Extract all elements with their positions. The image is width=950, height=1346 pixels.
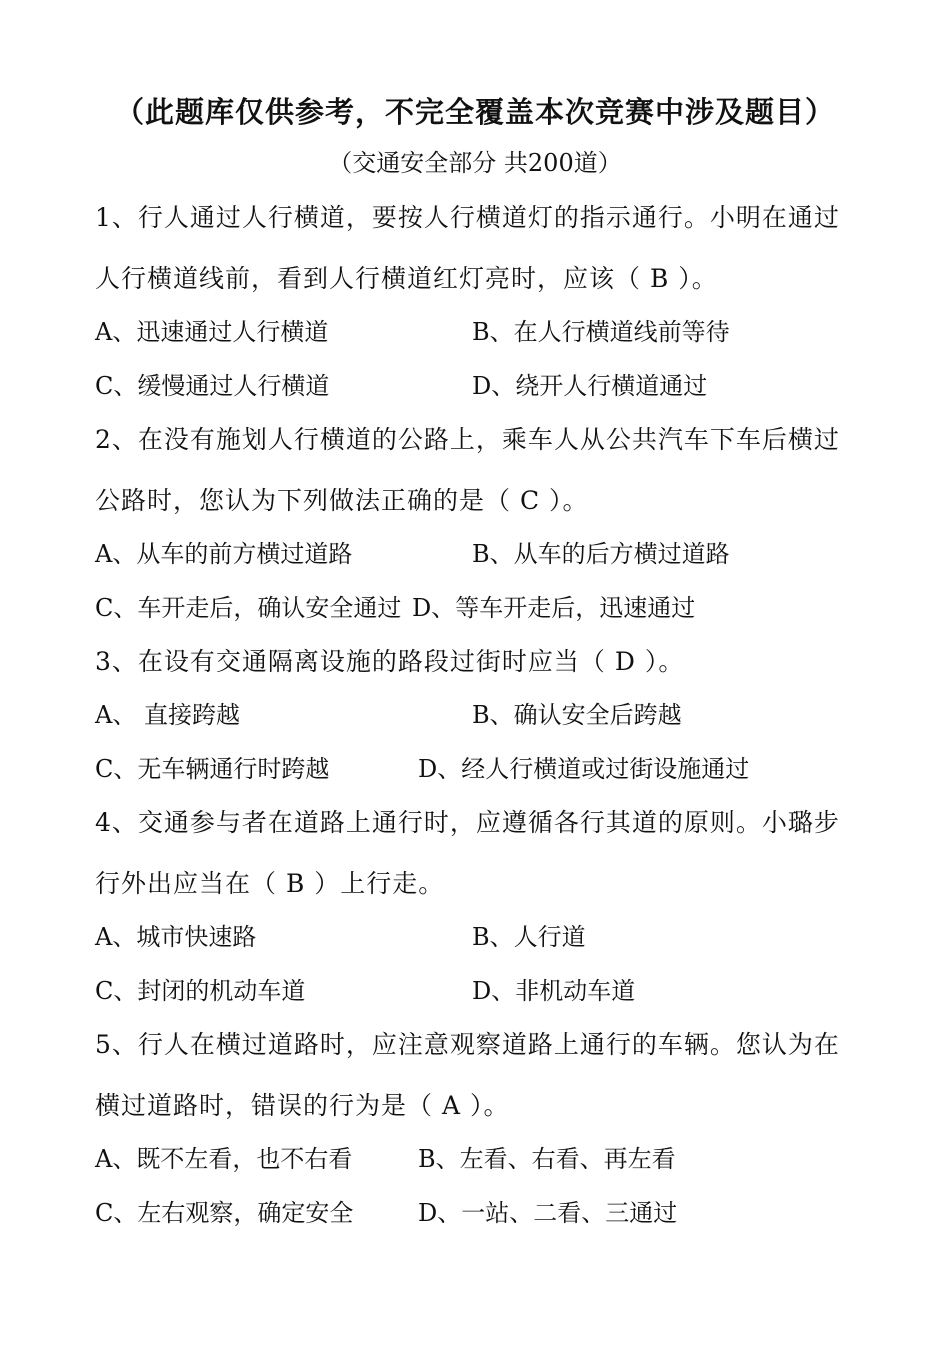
question-2-option-c: C、车开走后，确认安全通过 [95, 594, 402, 622]
question-5-option-b: B、左看、右看、再左看 [418, 1145, 676, 1173]
question-1-text-line-1: 1、行人通过人行横道，要按人行横道灯的指示通行。小明在通过 [95, 203, 840, 232]
question-2-text-line-1: 2、在没有施划人行横道的公路上，乘车人从公共汽车下车后横过 [95, 425, 840, 454]
question-5-option-a: A、既不左看，也不右看 [95, 1145, 353, 1173]
question-4-option-d: D、非机动车道 [472, 977, 636, 1005]
question-5-text-line-1: 5、行人在横过道路时，应注意观察道路上通行的车辆。您认为在 [95, 1030, 840, 1059]
page-title: （此题库仅供参考，不完全覆盖本次竞赛中涉及题目） [114, 95, 835, 129]
question-4-text-line-2: 行外出应当在（ B ）上行走。 [95, 869, 445, 898]
page-subtitle: （交通安全部分 共200道） [328, 149, 622, 177]
question-3-option-b: B、确认安全后跨越 [472, 701, 682, 729]
question-1-option-a: A、迅速通过人行横道 [95, 318, 329, 346]
question-4-text-line-1: 4、交通参与者在道路上通行时，应遵循各行其道的原则。小璐步 [95, 808, 840, 837]
question-3-text-line-1: 3、在设有交通隔离设施的路段过街时应当（ D ）。 [95, 647, 685, 676]
question-3-option-d: D、经人行横道或过街设施通过 [418, 755, 750, 783]
question-2-option-b: B、从车的后方横过道路 [472, 540, 730, 568]
question-4-option-c: C、封闭的机动车道 [95, 977, 306, 1005]
question-5-option-d: D、一站、二看、三通过 [418, 1199, 678, 1227]
question-2-text-line-2: 公路时，您认为下列做法正确的是（ C ）。 [95, 486, 589, 515]
question-4-option-b: B、人行道 [472, 923, 586, 951]
question-3-option-c: C、无车辆通行时跨越 [95, 755, 330, 783]
question-3-option-a: A、 直接跨越 [95, 701, 240, 729]
question-1-text-line-2: 人行横道线前，看到人行横道红灯亮时，应该（ B ）。 [95, 264, 718, 293]
question-1-option-b: B、在人行横道线前等待 [472, 318, 730, 346]
question-4-option-a: A、城市快速路 [95, 923, 257, 951]
question-2-option-a: A、从车的前方横过道路 [95, 540, 353, 568]
question-2-option-d: D、等车开走后，迅速通过 [412, 594, 696, 622]
question-5-text-line-2: 横过道路时，错误的行为是（ A ）。 [95, 1091, 510, 1120]
question-5-option-c: C、左右观察，确定安全 [95, 1199, 354, 1227]
question-1-option-d: D、绕开人行横道通过 [472, 372, 708, 400]
question-1-option-c: C、缓慢通过人行横道 [95, 372, 330, 400]
